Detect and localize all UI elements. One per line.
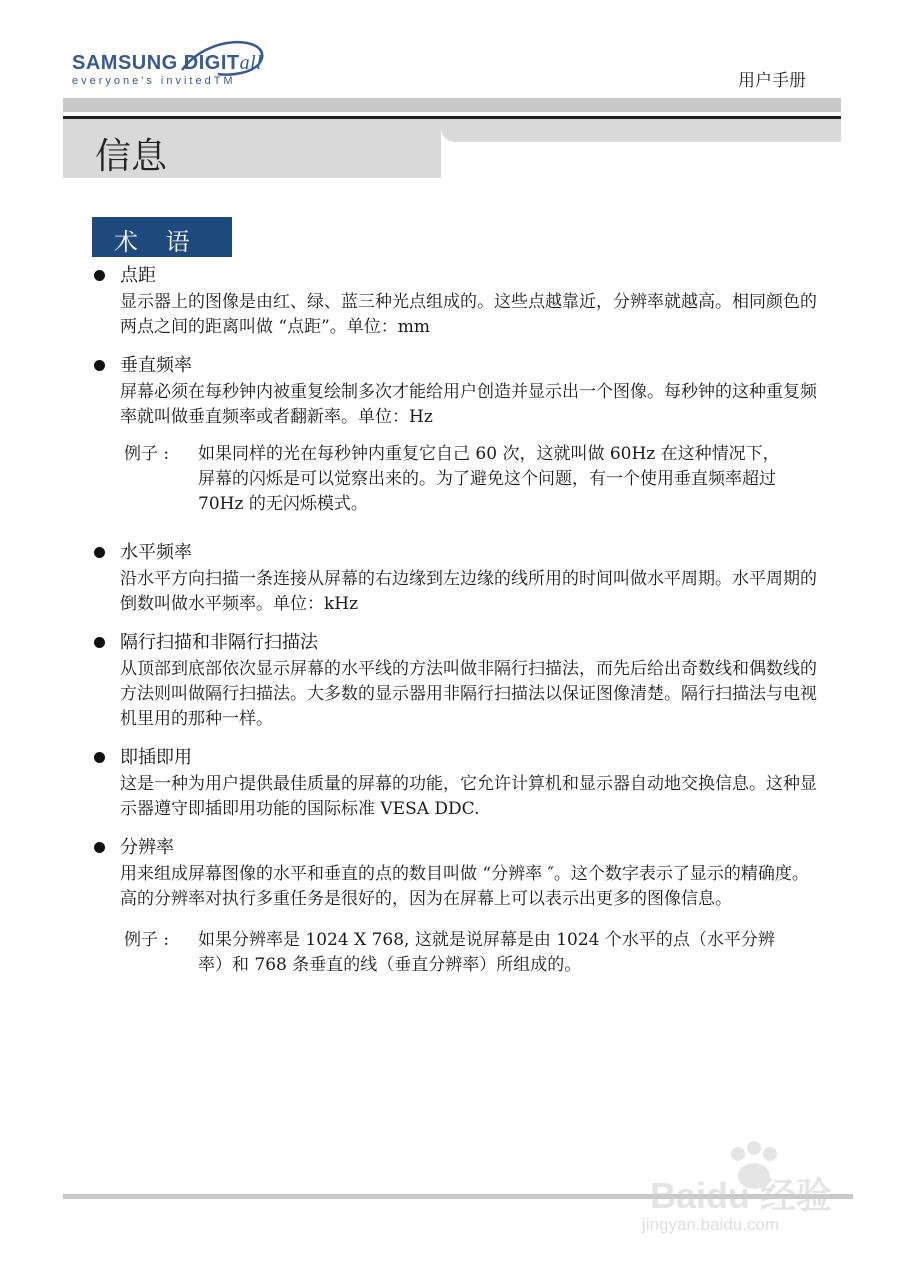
glossary-term: 分辨率 [94, 834, 824, 862]
bullet-icon [94, 752, 105, 763]
section-heading [92, 217, 232, 257]
logo-tagline: everyone's invitedTM [72, 75, 236, 87]
bullet-icon [94, 270, 105, 281]
glossary-item-resolution [94, 834, 824, 978]
watermark-url: jingyan.baidu.com [642, 1215, 780, 1234]
glossary-item-plug-and-play [94, 744, 824, 822]
page-title: 信息 [95, 136, 168, 177]
samsung-logo [68, 40, 268, 92]
example-text: 如果分辨率是 1024 X 768, 这就是说屏幕是由 1024 个水平的点（水平分辨率）和 768 条垂直的线（垂直分辨率）所组成的。 [198, 930, 775, 975]
bullet-icon [94, 637, 105, 648]
baidu-watermark [640, 1140, 870, 1250]
glossary-term: 隔行扫描和非隔行扫描法 [94, 629, 824, 657]
glossary-item-vertical-frequency [94, 352, 824, 517]
watermark-brand: Baidu 经验 [650, 1175, 833, 1216]
logo-wordmark: SAMSUNG DIGITall [72, 52, 263, 74]
glossary-definition: 显示器上的图像是由红、绿、蓝三种光点组成的。这些点越靠近，分辨率就越高。相同颜色的两点之间的距离叫做 “点距”。单位：mm [120, 292, 817, 337]
example-label: 例子 : [124, 444, 170, 464]
glossary-definition: 这是一种为用户提供最佳质量的屏幕的功能，它允许计算机和显示器自动地交换信息。这种显示器遵守即插即用功能的国际标准 VESA DDC. [120, 774, 817, 819]
bullet-icon [94, 360, 105, 371]
title-background-tab [441, 119, 841, 142]
glossary-definition: 沿水平方向扫描一条连接从屏幕的右边缘到左边缘的线所用的时间叫做水平周期。水平周期的倒数叫做水平频率。单位：kHz [120, 569, 817, 614]
glossary-definition: 屏幕必须在每秒钟内被重复绘制多次才能给用户创造并显示出一个图像。每秒钟的这种重复频率就叫做垂直频率或者翻新率。单位：Hz [120, 382, 817, 427]
section-heading-text: 术 语 [114, 228, 200, 256]
glossary-definition: 用来组成屏幕图像的水平和垂直的点的数目叫做 “分辨率 ″。这个数字表示了显示的精确度。高的分辨率对执行多重任务是很好的，因为在屏幕上可以表示出更多的图像信息。 [120, 864, 809, 909]
glossary-definition: 从顶部到底部依次显示屏幕的水平线的方法叫做非隔行扫描法，而先后给出奇数线和偶数线的方法则叫做隔行扫描法。大多数的显示器用非隔行扫描法以保证图像清楚。隔行扫描法与电视机里用的那种一样。 [120, 659, 817, 729]
manual-label: 用户手册 [738, 71, 806, 91]
glossary-item-dot-pitch [94, 262, 824, 340]
example-label: 例子 : [124, 930, 170, 950]
example-block [94, 928, 824, 978]
example-block [94, 442, 824, 517]
bullet-icon [94, 842, 105, 853]
glossary-term: 垂直频率 [94, 352, 824, 380]
example-text: 如果同样的光在每秒钟内重复它自己 60 次，这就叫做 60Hz 在这种情况下，屏幕的闪烁是可以觉察出来的。为了避免这个问题，有一个使用垂直频率超过 70Hz 的无闪烁模式。 [198, 444, 780, 514]
header-bar [63, 98, 841, 112]
glossary-item-horizontal-frequency [94, 539, 824, 617]
bullet-icon [94, 547, 105, 558]
glossary-term: 水平频率 [94, 539, 824, 567]
glossary-term: 点距 [94, 262, 824, 290]
glossary-term: 即插即用 [94, 744, 824, 772]
glossary-item-interlace [94, 629, 824, 732]
glossary-list [94, 262, 824, 990]
